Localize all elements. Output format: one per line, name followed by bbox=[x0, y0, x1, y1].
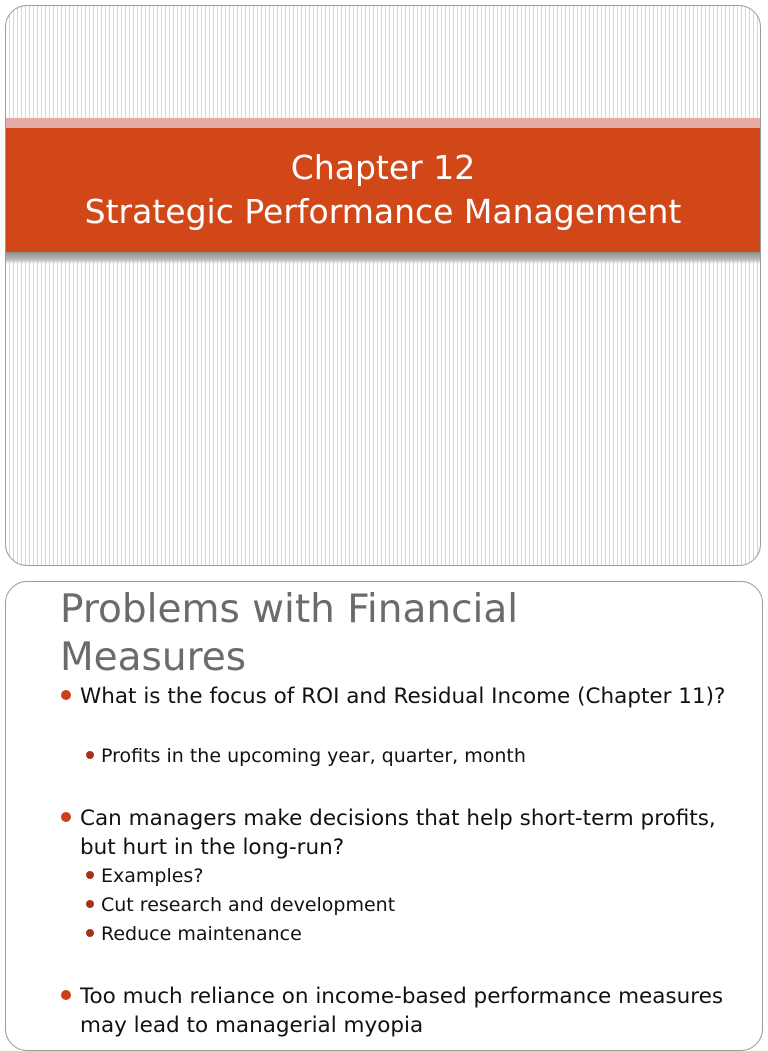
content-slide bbox=[5, 581, 763, 1051]
bullet-dot-icon bbox=[61, 690, 71, 700]
sub-bullet-dot-icon bbox=[86, 929, 94, 937]
bullet-dot-icon bbox=[61, 812, 71, 822]
title-band-shadow bbox=[6, 252, 760, 264]
title-slide bbox=[5, 5, 761, 566]
chapter-title: Strategic Performance Management bbox=[84, 192, 682, 231]
sub-bullet-text: Reduce maintenance bbox=[101, 923, 302, 945]
chapter-number: Chapter 12 bbox=[290, 148, 476, 187]
sub-bullet-text: Profits in the upcoming year, quarter, month bbox=[101, 745, 526, 767]
sub-bullet-dot-icon bbox=[86, 871, 94, 879]
bullet-item bbox=[80, 682, 730, 711]
sub-bullet-item bbox=[101, 920, 721, 949]
sub-bullet-dot-icon bbox=[86, 751, 94, 759]
bullet-text: What is the focus of ROI and Residual Income (Chapter 11)? bbox=[80, 684, 726, 709]
sub-bullet-item bbox=[101, 862, 721, 891]
slide-title bbox=[6, 128, 760, 252]
sub-bullet-text: Cut research and development bbox=[101, 894, 396, 916]
title-band-highlight bbox=[6, 118, 760, 128]
bullet-item bbox=[80, 804, 730, 862]
sub-bullet-text: Examples? bbox=[101, 865, 204, 887]
bullet-text: Too much reliance on income-based performance measures may lead to managerial myopia bbox=[80, 984, 724, 1038]
sub-bullet-dot-icon bbox=[86, 900, 94, 908]
sub-bullet-item bbox=[101, 891, 721, 920]
bullet-text: Can managers make decisions that help short-term profits, but hurt in the long-run? bbox=[80, 806, 716, 860]
slide-heading: Problems with Financial Measures bbox=[60, 587, 519, 680]
sub-bullet-item bbox=[101, 742, 721, 771]
bullet-item bbox=[80, 982, 730, 1040]
bullet-dot-icon bbox=[61, 990, 71, 1000]
